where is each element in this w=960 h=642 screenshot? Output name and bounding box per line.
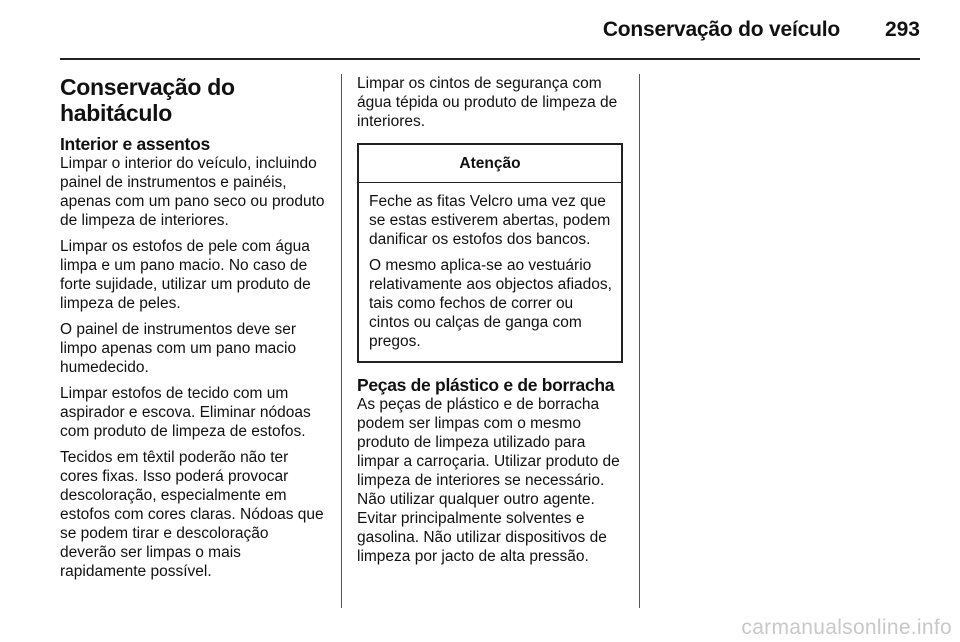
column-divider [639, 74, 640, 608]
left-column [60, 74, 328, 588]
page-number: 293 [884, 18, 920, 41]
notice-paragraph: O mesmo aplica-se ao vestuário relativamente aos objectos afiados, tais como fechos de correr ou cintos ou calças de ganga com pregos. [369, 257, 612, 350]
paragraph: Limpar estofos de tecido com um aspirador e escova. Eliminar nódoas com produto de limpeza de estofos. [60, 385, 311, 440]
page-header [60, 14, 920, 50]
subsection-heading-interior: Interior e assentos [60, 134, 210, 154]
paragraph: O painel de instrumentos deve ser limpo apenas com um pano macio humedecido. [60, 321, 297, 376]
notice-body [359, 183, 621, 361]
watermark: carmanualsonline.info [741, 616, 952, 639]
notice-box [357, 143, 623, 363]
section-heading: Conservação do habitáculo [60, 74, 235, 126]
paragraph: Limpar o interior do veículo, incluindo painel de instrumentos e painéis, apenas com um pano seco ou produto de limpeza de interiores. [60, 155, 325, 229]
subsection-heading-plastics: Peças de plástico e de borracha [357, 375, 615, 395]
paragraph: As peças de plástico e de borracha podem ser limpas com o mesmo produto de limpeza utilizado para limpar a carroçaria. Utilizar produto de limpeza de interiores se necessário. Não utilizar qualquer outro agente. Evitar principalmente solventes e gasolina. Não utilizar dispositivos de limpeza por jacto de alta pressão. [357, 396, 620, 565]
notice-title: Atenção [359, 145, 621, 183]
header-divider [60, 58, 920, 60]
paragraph: Tecidos em têxtil poderão não ter cores fixas. Isso poderá provocar descoloração, especialmente em estofos com cores claras. Nódoas que se podem tirar e descoloração deverão ser limpas o mais rapidamente possível. [60, 449, 324, 580]
header-title: Conservação do veículo [602, 18, 840, 41]
right-column [357, 74, 625, 573]
paragraph: Limpar os cintos de segurança com água tépida ou produto de limpeza de interiores. [357, 75, 618, 130]
column-divider [341, 74, 342, 608]
notice-paragraph: Feche as fitas Velcro uma vez que se estas estiverem abertas, podem danificar os estofos dos bancos. [369, 193, 611, 248]
paragraph: Limpar os estofos de pele com água limpa e um pano macio. No caso de forte sujidade, utilizar um produto de limpeza de peles. [60, 238, 311, 312]
